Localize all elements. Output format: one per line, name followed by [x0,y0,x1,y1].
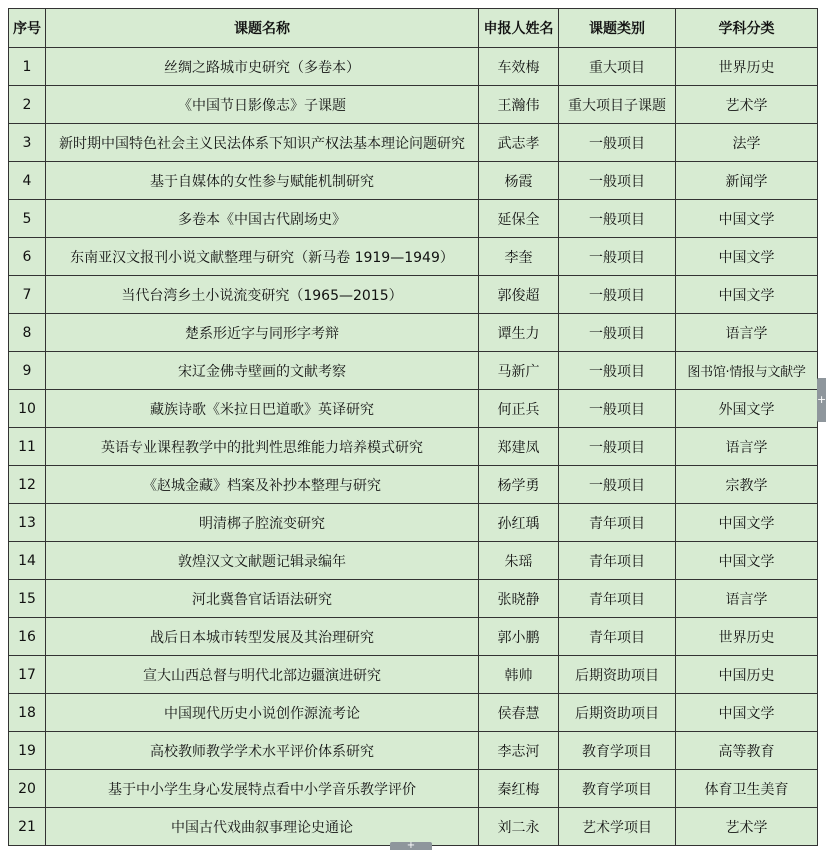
cell-applicant: 秦红梅 [479,770,559,808]
cell-title: 宣大山西总督与明代北部边疆演进研究 [46,656,479,694]
cell-applicant: 车效梅 [479,48,559,86]
project-table [8,8,818,846]
cell-title: 多卷本《中国古代剧场史》 [46,200,479,238]
cell-title: 战后日本城市转型发展及其治理研究 [46,618,479,656]
cell-applicant: 郭小鹏 [479,618,559,656]
table-row [9,162,818,200]
cell-category: 一般项目 [559,162,676,200]
cell-title: 楚系形近字与同形字考辩 [46,314,479,352]
cell-discipline: 世界历史 [676,48,818,86]
cell-title: 河北冀鲁官话语法研究 [46,580,479,618]
cell-title: 中国古代戏曲叙事理论史通论 [46,808,479,846]
table-row [9,390,818,428]
cell-title: 新时期中国特色社会主义民法体系下知识产权法基本理论问题研究 [46,124,479,162]
cell-applicant: 侯春慧 [479,694,559,732]
table-row [9,428,818,466]
cell-category: 教育学项目 [559,732,676,770]
cell-applicant: 李志河 [479,732,559,770]
cell-applicant: 朱瑶 [479,542,559,580]
cell-title: 明清梆子腔流变研究 [46,504,479,542]
table-row [9,656,818,694]
cell-applicant: 韩帅 [479,656,559,694]
header-title: 课题名称 [46,9,479,48]
plus-icon: + [817,393,826,406]
table-row [9,352,818,390]
header-index: 序号 [9,9,46,48]
cell-index: 8 [9,314,46,352]
table-row [9,732,818,770]
cell-title: 藏族诗歌《米拉日巴道歌》英译研究 [46,390,479,428]
cell-index: 13 [9,504,46,542]
cell-index: 1 [9,48,46,86]
cell-title: 丝绸之路城市史研究（多卷本） [46,48,479,86]
cell-applicant: 孙红瑀 [479,504,559,542]
cell-index: 3 [9,124,46,162]
cell-index: 21 [9,808,46,846]
cell-applicant: 延保全 [479,200,559,238]
cell-applicant: 杨学勇 [479,466,559,504]
cell-discipline: 中国文学 [676,276,818,314]
cell-applicant: 谭生力 [479,314,559,352]
cell-category: 青年项目 [559,580,676,618]
cell-index: 2 [9,86,46,124]
cell-index: 14 [9,542,46,580]
table-row [9,504,818,542]
cell-title: 《中国节日影像志》子课题 [46,86,479,124]
cell-applicant: 张晓静 [479,580,559,618]
cell-discipline: 体育卫生美育 [676,770,818,808]
cell-category: 一般项目 [559,352,676,390]
cell-category: 一般项目 [559,200,676,238]
header-row [9,9,818,48]
header-category: 课题类别 [559,9,676,48]
cell-title: 中国现代历史小说创作源流考论 [46,694,479,732]
cell-category: 一般项目 [559,428,676,466]
cell-applicant: 马新广 [479,352,559,390]
cell-index: 17 [9,656,46,694]
bottom-expand-handle[interactable] [390,842,432,850]
cell-category: 后期资助项目 [559,656,676,694]
header-applicant: 申报人姓名 [479,9,559,48]
table-row [9,276,818,314]
cell-discipline: 图书馆·情报与文献学 [676,352,818,390]
cell-category: 艺术学项目 [559,808,676,846]
cell-category: 一般项目 [559,390,676,428]
cell-discipline: 中国历史 [676,656,818,694]
cell-applicant: 王瀚伟 [479,86,559,124]
table-row [9,86,818,124]
table-row [9,618,818,656]
cell-discipline: 高等教育 [676,732,818,770]
cell-discipline: 艺术学 [676,808,818,846]
side-expand-handle[interactable] [817,378,826,422]
table-body [9,48,818,846]
cell-category: 青年项目 [559,618,676,656]
cell-category: 青年项目 [559,542,676,580]
cell-index: 7 [9,276,46,314]
cell-discipline: 语言学 [676,314,818,352]
cell-category: 一般项目 [559,466,676,504]
cell-discipline: 中国文学 [676,504,818,542]
cell-discipline: 新闻学 [676,162,818,200]
cell-title: 宋辽金佛寺壁画的文献考察 [46,352,479,390]
cell-title: 东南亚汉文报刊小说文献整理与研究（新马卷 1919—1949） [46,238,479,276]
table-row [9,580,818,618]
cell-index: 19 [9,732,46,770]
cell-category: 一般项目 [559,314,676,352]
cell-discipline: 艺术学 [676,86,818,124]
cell-category: 一般项目 [559,238,676,276]
cell-applicant: 郑建凤 [479,428,559,466]
cell-index: 12 [9,466,46,504]
cell-discipline: 世界历史 [676,618,818,656]
cell-category: 教育学项目 [559,770,676,808]
cell-title: 基于自媒体的女性参与赋能机制研究 [46,162,479,200]
table-row [9,694,818,732]
cell-discipline: 宗教学 [676,466,818,504]
cell-title: 《赵城金藏》档案及补抄本整理与研究 [46,466,479,504]
cell-index: 6 [9,238,46,276]
table-row [9,48,818,86]
cell-applicant: 杨霞 [479,162,559,200]
cell-index: 9 [9,352,46,390]
cell-category: 后期资助项目 [559,694,676,732]
table-row [9,314,818,352]
cell-index: 4 [9,162,46,200]
cell-discipline: 中国文学 [676,694,818,732]
cell-category: 重大项目 [559,48,676,86]
table-row [9,770,818,808]
cell-category: 一般项目 [559,276,676,314]
cell-applicant: 何正兵 [479,390,559,428]
table-row [9,124,818,162]
cell-index: 16 [9,618,46,656]
header-discipline: 学科分类 [676,9,818,48]
cell-applicant: 武志孝 [479,124,559,162]
cell-title: 当代台湾乡土小说流变研究（1965—2015） [46,276,479,314]
cell-index: 5 [9,200,46,238]
cell-title: 英语专业课程教学中的批判性思维能力培养模式研究 [46,428,479,466]
cell-category: 重大项目子课题 [559,86,676,124]
cell-discipline: 法学 [676,124,818,162]
cell-title: 高校教师教学学术水平评价体系研究 [46,732,479,770]
cell-title: 基于中小学生身心发展特点看中小学音乐教学评价 [46,770,479,808]
plus-icon: + [406,840,416,851]
cell-index: 11 [9,428,46,466]
cell-discipline: 语言学 [676,428,818,466]
cell-applicant: 李奎 [479,238,559,276]
cell-index: 18 [9,694,46,732]
cell-index: 15 [9,580,46,618]
cell-index: 10 [9,390,46,428]
cell-category: 一般项目 [559,124,676,162]
cell-index: 20 [9,770,46,808]
cell-discipline: 外国文学 [676,390,818,428]
table-row [9,466,818,504]
cell-discipline: 中国文学 [676,200,818,238]
table-row [9,238,818,276]
table-row [9,542,818,580]
cell-discipline: 语言学 [676,580,818,618]
cell-discipline: 中国文学 [676,238,818,276]
cell-title: 敦煌汉文文献题记辑录编年 [46,542,479,580]
cell-applicant: 刘二永 [479,808,559,846]
cell-discipline: 中国文学 [676,542,818,580]
cell-applicant: 郭俊超 [479,276,559,314]
table-row [9,200,818,238]
cell-category: 青年项目 [559,504,676,542]
